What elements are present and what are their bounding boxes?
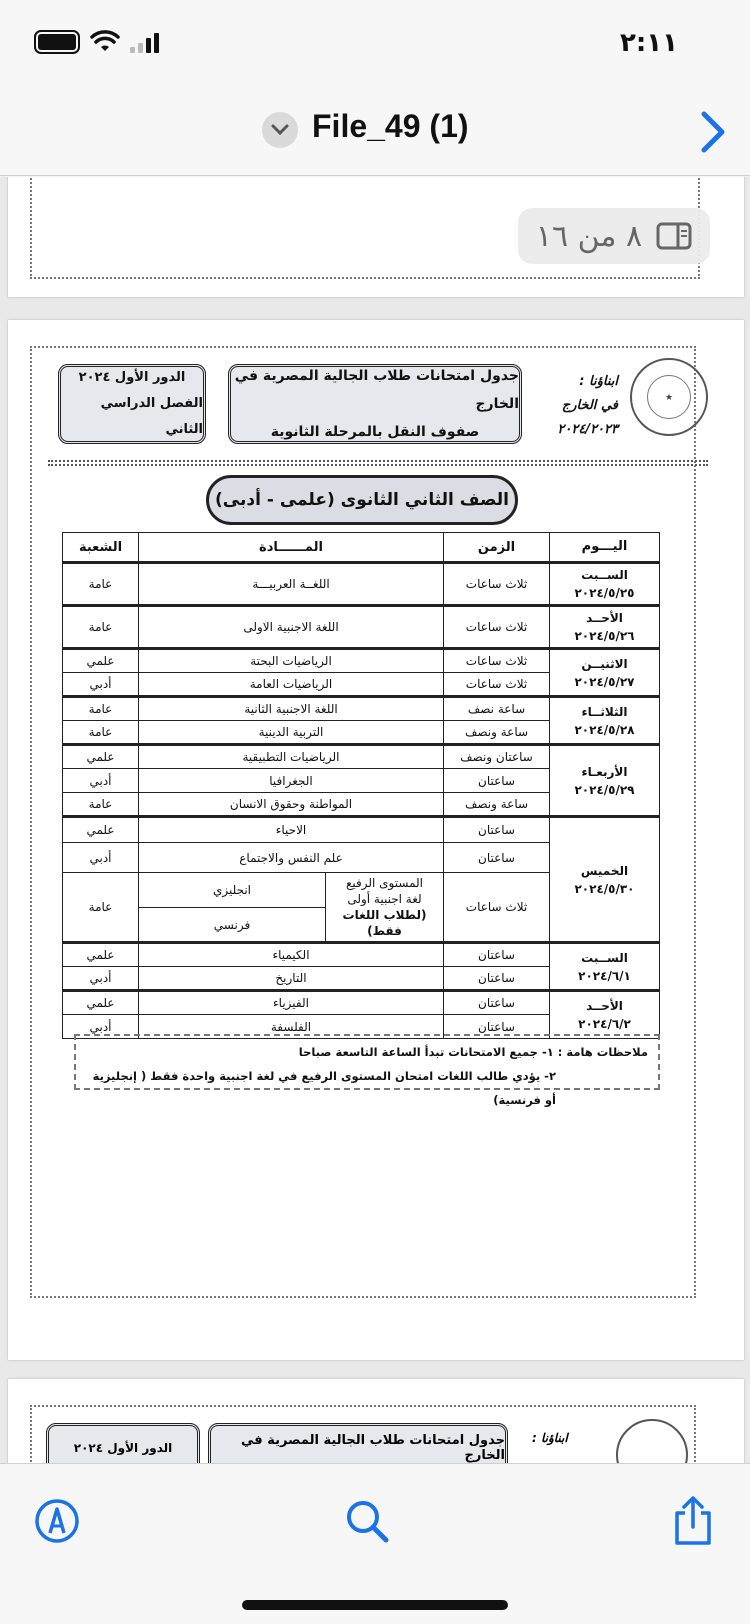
subject-cell: اللغة الاجنبية الثانية: [139, 697, 444, 721]
table-row: [63, 649, 660, 673]
slogan-year: ٢٠٢٤/٢٠٢٣: [557, 422, 618, 437]
slogan-line-1: ابناؤنا :: [579, 374, 618, 389]
day-cell: [550, 745, 660, 817]
day-date: ٢٠٢٤/٥/٢٨: [574, 722, 635, 737]
day-cell: [550, 649, 660, 697]
day-name: الثلاثــاء: [581, 704, 628, 719]
time-cell: ساعتان: [444, 843, 550, 873]
subject-cell: المواطنة وحقوق الانسان: [139, 793, 444, 817]
day-name: الاثنيــن: [581, 656, 628, 671]
day-cell: [550, 817, 660, 943]
title-line-2: صفوف النقل بالمرحلة الثانوية: [270, 424, 480, 440]
page-indicator[interactable]: [518, 208, 710, 264]
subject-cell: التاريخ: [139, 967, 444, 991]
battery-icon: [34, 30, 80, 54]
round-line-1: الدور الأول ٢٠٢٤: [78, 370, 186, 385]
subject-cell: الكيمياء: [139, 943, 444, 967]
subject-cell: الرياضيات العامة: [139, 673, 444, 697]
branch-cell: عامة: [63, 697, 139, 721]
branch-cell: علمي: [63, 817, 139, 843]
time-cell: ثلاث ساعات: [444, 873, 550, 943]
subject-option-cell: فرنسي: [139, 908, 326, 943]
document-title[interactable]: File_49 (1): [312, 108, 469, 144]
table-row: [63, 745, 660, 769]
search-icon: [343, 1497, 391, 1545]
day-name: الســبت: [581, 568, 628, 582]
table-row: [63, 943, 660, 967]
header-divider: [48, 460, 708, 466]
note-line-1: [86, 1040, 648, 1064]
round-box: [58, 364, 206, 444]
time-cell: ثلاث ساعات: [444, 606, 550, 649]
day-name: الخميس: [580, 863, 629, 878]
document-viewer[interactable]: [0, 177, 750, 1463]
branch-cell: عامة: [63, 793, 139, 817]
next-button[interactable]: [698, 110, 728, 158]
day-name: الأحــد: [586, 611, 623, 625]
notes-box: [74, 1034, 660, 1107]
branch-cell: علمي: [63, 943, 139, 967]
column-header-subject: المــــــادة: [139, 533, 444, 563]
time-cell: ساعتان: [444, 967, 550, 991]
chevron-right-icon: [698, 110, 728, 154]
day-cell: [550, 563, 660, 606]
slogan-line-2: في الخارج: [561, 398, 618, 413]
day-name: الأربعـاء: [581, 764, 628, 779]
branch-cell: أدبي: [63, 843, 139, 873]
time-cell: ساعتان: [444, 769, 550, 793]
branch-cell: عامة: [63, 873, 139, 943]
branch-cell: عامة: [63, 606, 139, 649]
subject-label-line-3: (لطلاب اللغات فقط): [342, 908, 427, 938]
note-1: ١- جميع الامتحانات تبدأ الساعة التاسعة صباحا: [298, 1045, 554, 1059]
branch-cell: أدبي: [63, 769, 139, 793]
title-line-1: جدول امتحانات طلاب الجالية المصرية في الخارج: [234, 368, 519, 412]
status-icons: [34, 30, 159, 54]
subject-label-line-2: لغة اجنبية أولى: [347, 892, 422, 906]
bottom-toolbar: [0, 1463, 750, 1624]
note-2: ٢- يؤدي طالب اللغات امتحان المستوى الرفيع في لغة اجنبية واحدة فقط ( إنجليزية أو فرنسية): [92, 1069, 556, 1107]
day-cell: [550, 606, 660, 649]
markup-button[interactable]: [30, 1494, 84, 1548]
day-date: ٢٠٢٤/٥/٢٧: [574, 674, 635, 689]
day-date: ٢٠٢٤/٥/٢٩: [574, 782, 635, 797]
title-menu-button[interactable]: [262, 112, 298, 148]
next-slogan: ابناؤنا :: [532, 1431, 568, 1445]
branch-cell: عامة: [63, 721, 139, 745]
day-date: ٢٠٢٤/٥/٢٥: [574, 586, 635, 600]
page-indicator-label: ٨ من ١٦: [535, 218, 643, 254]
subject-label-cell: [326, 873, 444, 943]
day-date: ٢٠٢٤/٥/٣٠: [574, 881, 635, 896]
day-name: الأحــد: [586, 999, 623, 1013]
subject-cell: اللغــة العربيـــة: [139, 563, 444, 606]
page-8: [8, 320, 744, 1360]
title-box: [228, 364, 522, 444]
document-header: [38, 350, 718, 455]
time-cell: ثلاث ساعات: [444, 673, 550, 697]
share-button[interactable]: [666, 1494, 720, 1548]
next-round-box: الدور الأول ٢٠٢٤: [46, 1423, 200, 1463]
sidebar-icon: [656, 222, 692, 250]
day-date: ٢٠٢٤/٦/٢: [578, 1017, 631, 1031]
status-time: ٢:١١: [619, 28, 678, 58]
subject-cell: الرياضيات البحتة: [139, 649, 444, 673]
table-row: [63, 606, 660, 649]
nav-bar: [0, 88, 750, 176]
day-date: ٢٠٢٤/٥/٢٦: [574, 629, 635, 643]
grade-title: الصف الثاني الثانوى (علمى - أدبى): [206, 475, 518, 525]
subject-cell: الجغرافيا: [139, 769, 444, 793]
time-cell: ساعة ونصف: [444, 793, 550, 817]
time-cell: ساعة ونصف: [444, 721, 550, 745]
cellular-signal-icon: [130, 31, 159, 53]
markup-pen-icon: [33, 1497, 81, 1545]
subject-cell: الرياضيات التطبيقية: [139, 745, 444, 769]
table-row: [63, 563, 660, 606]
column-header-branch: الشعبة: [63, 533, 139, 563]
branch-cell: أدبي: [63, 673, 139, 697]
subject-cell: الفلسفة: [139, 1015, 444, 1039]
time-cell: ساعتان: [444, 817, 550, 843]
subject-option-cell: انجليزي: [139, 873, 326, 908]
share-icon: [671, 1495, 715, 1547]
day-cell: [550, 697, 660, 745]
slogan: [557, 370, 618, 442]
branch-cell: أدبي: [63, 1015, 139, 1039]
branch-cell: علمي: [63, 649, 139, 673]
wifi-icon: [90, 30, 120, 54]
day-date: ٢٠٢٤/٦/١: [578, 968, 631, 983]
subject-cell: اللغة الاجنبية الاولى: [139, 606, 444, 649]
home-indicator[interactable]: [242, 1600, 508, 1610]
time-cell: ساعة نصف: [444, 697, 550, 721]
branch-cell: علمي: [63, 991, 139, 1015]
search-button[interactable]: [340, 1494, 394, 1548]
status-bar: [0, 0, 750, 88]
round-line-2: الفصل الدراسي الثاني: [100, 396, 203, 437]
page-9: [8, 1379, 744, 1463]
branch-cell: أدبي: [63, 967, 139, 991]
table-row: [63, 817, 660, 843]
time-cell: ثلاث ساعات: [444, 563, 550, 606]
next-title-box: جدول امتحانات طلاب الجالية المصرية في الخارج: [208, 1423, 508, 1463]
day-name: الســبت: [581, 950, 628, 965]
subject-cell: علم النفس والاجتماع: [139, 843, 444, 873]
subject-label-line-1: المستوى الرفيع: [345, 876, 423, 890]
table-row: [63, 697, 660, 721]
subject-cell: التربية الدينية: [139, 721, 444, 745]
table-row: [63, 991, 660, 1015]
day-cell: [550, 991, 660, 1039]
time-cell: ثلاث ساعات: [444, 649, 550, 673]
time-cell: ساعتان: [444, 943, 550, 967]
time-cell: ساعتان: [444, 991, 550, 1015]
table-header-row: [63, 533, 660, 563]
column-header-time: الزمن: [444, 533, 550, 563]
notes-label: ملاحظات هامة :: [557, 1045, 648, 1059]
chevron-down-icon: [271, 124, 289, 136]
ministry-logo-icon: ★: [630, 358, 708, 436]
time-cell: ساعتان: [444, 1015, 550, 1039]
subject-cell: الفيزياء: [139, 991, 444, 1015]
branch-cell: علمي: [63, 745, 139, 769]
branch-cell: عامة: [63, 563, 139, 606]
column-header-day: اليـــوم: [550, 533, 660, 563]
exam-schedule-table: [62, 532, 660, 1039]
day-cell: [550, 943, 660, 991]
subject-cell: الاحياء: [139, 817, 444, 843]
time-cell: ساعتان ونصف: [444, 745, 550, 769]
